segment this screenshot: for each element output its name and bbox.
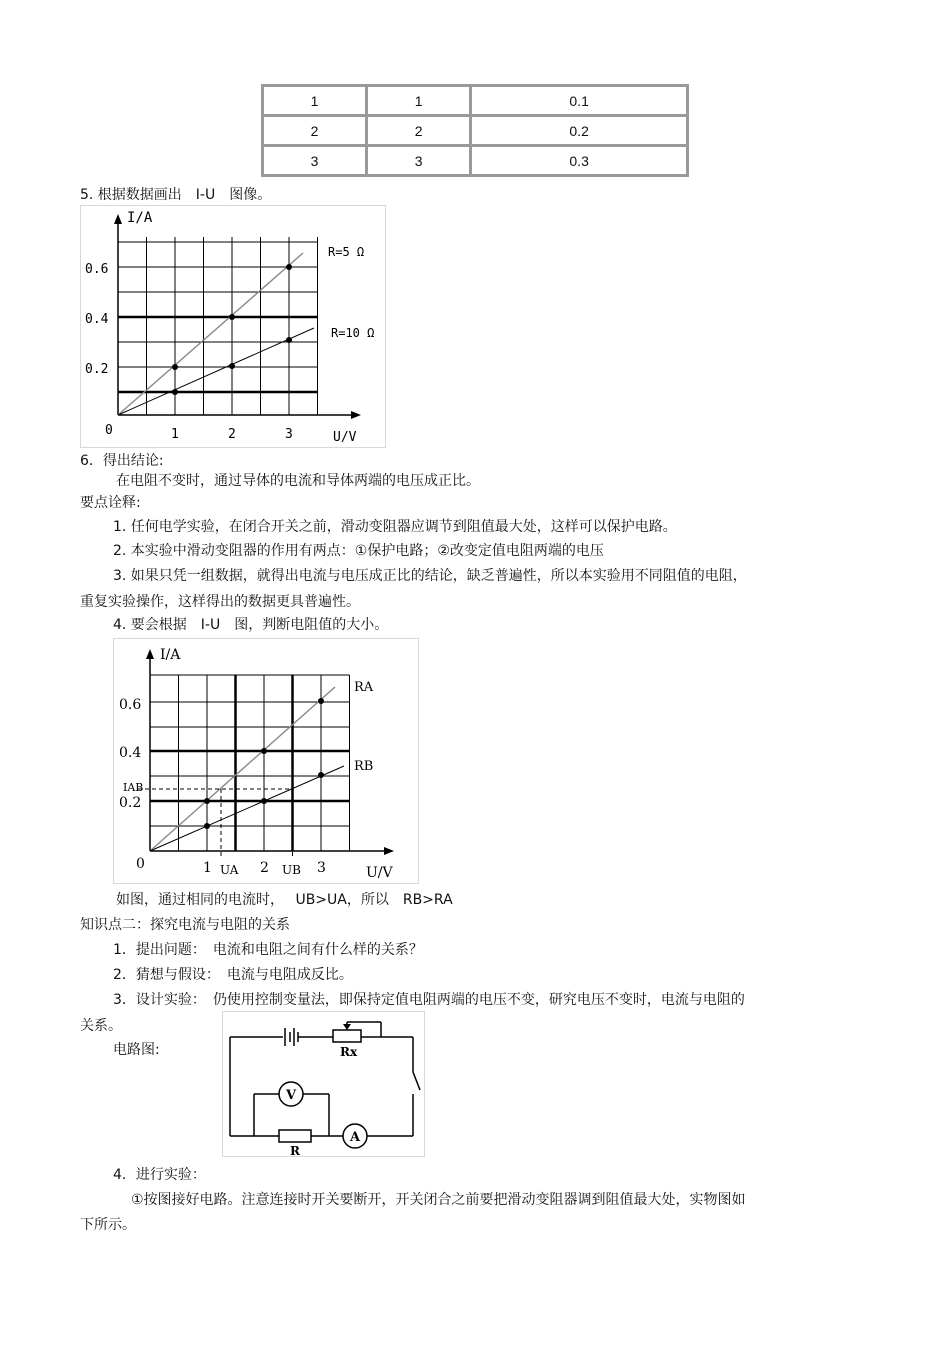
table-cell: 1 [263, 86, 367, 116]
chart2-xlabel: U/V [366, 865, 393, 881]
chart1-xtick: 3 [285, 427, 293, 442]
iu-chart-2 [113, 638, 419, 884]
chart2-caption: 如图，通过相同的电流时， UB>UA，所以 RB>RA [116, 892, 453, 908]
chart2-rb-label: RB [354, 759, 374, 774]
circuit-diagram [222, 1011, 425, 1157]
chart1-ytick: 0.2 [85, 362, 109, 377]
chart1-xtick: 2 [228, 427, 236, 442]
step4-heading: 4．进行实验： [113, 1167, 206, 1183]
data-table [261, 84, 689, 177]
key-point-1: 1. 任何电学实验，在闭合开关之前，滑动变阻器应调节到阻值最大处，这样可以保护电路。 [113, 519, 677, 535]
key-point-3-cont: 重复实验操作，这样得出的数据更具普遍性。 [80, 594, 360, 610]
chart2-xtick: 1 [203, 860, 212, 876]
key-point-3: 3. 如果只凭一组数据，就得出电流与电压成正比的结论，缺乏普遍性，所以本实验用不同阻值的电阻， [113, 568, 747, 584]
key-points-title: 要点诠释: [80, 495, 141, 511]
step4-text-cont: 下所示。 [80, 1217, 136, 1233]
chart2-xtick: 3 [317, 860, 326, 876]
table-row [263, 146, 688, 176]
table-cell: 3 [367, 146, 471, 176]
step6-heading: 6．得出结论: [80, 453, 164, 469]
knowledge-point-2-title: 知识点二：探究电流与电阻的关系 [80, 917, 290, 933]
rheostat-label: Rx [340, 1045, 358, 1059]
chart2-ytick: 0.4 [119, 745, 142, 761]
chart1-xtick: 1 [171, 427, 179, 442]
table-cell: 0.3 [471, 146, 688, 176]
circuit-label: 电路图: [113, 1042, 160, 1058]
chart2-origin: 0 [136, 856, 145, 872]
table-cell: 2 [367, 116, 471, 146]
chart2-ytick: 0.6 [119, 697, 142, 713]
conclusion-text: 在电阻不变时，通过导体的电流和导体两端的电压成正比。 [116, 473, 480, 489]
kp2-item-3-cont: 关系。 [80, 1018, 122, 1034]
kp2-item-1: 1．提出问题： 电流和电阻之间有什么样的关系？ [113, 942, 423, 958]
table-row [263, 86, 688, 116]
ammeter-label: A [350, 1130, 361, 1145]
chart1-xlabel: U/V [333, 430, 357, 445]
table-cell: 0.2 [471, 116, 688, 146]
step4-text: ①按图接好电路。注意连接时开关要断开，开关闭合之前要把滑动变阻器调到阻值最大处，实物图如 [131, 1192, 746, 1208]
chart1-ylabel: I/A [127, 210, 153, 226]
table-cell: 2 [263, 116, 367, 146]
key-point-4: 4. 要会根据 I-U 图，判断电阻值的大小。 [113, 617, 389, 633]
table-cell: 3 [263, 146, 367, 176]
voltmeter-label: V [286, 1088, 297, 1103]
key-point-2: 2. 本实验中滑动变阻器的作用有两点：①保护电路；②改变定值电阻两端的电压 [113, 543, 604, 559]
chart2-ytick: 0.2 [119, 795, 142, 811]
chart1-ytick: 0.4 [85, 312, 109, 327]
chart2-iab-label: IAB [123, 781, 144, 794]
step5-heading: 5. 根据数据画出 I-U 图像。 [80, 187, 272, 203]
iu-chart-1 [80, 205, 386, 448]
table-row [263, 116, 688, 146]
resistor-label: R [290, 1144, 300, 1156]
table-cell: 0.1 [471, 86, 688, 116]
chart1-ytick: 0.6 [85, 262, 109, 277]
chart2-ua-label: UA [220, 863, 239, 877]
chart1-line2-label: R=10 Ω [331, 326, 375, 340]
chart1-line1-label: R=5 Ω [328, 245, 365, 259]
chart2-ub-label: UB [282, 863, 301, 877]
chart1-origin: 0 [105, 423, 113, 438]
kp2-item-3: 3．设计实验： 仍使用控制变量法，即保持定值电阻两端的电压不变，研究电压不变时，电流与电阻的 [113, 992, 745, 1008]
chart2-ra-label: RA [354, 680, 374, 695]
table-cell: 1 [367, 86, 471, 116]
chart2-ylabel: I/A [160, 647, 181, 663]
kp2-item-2: 2．猜想与假设： 电流与电阻成反比。 [113, 967, 353, 983]
chart2-xtick: 2 [260, 860, 269, 876]
